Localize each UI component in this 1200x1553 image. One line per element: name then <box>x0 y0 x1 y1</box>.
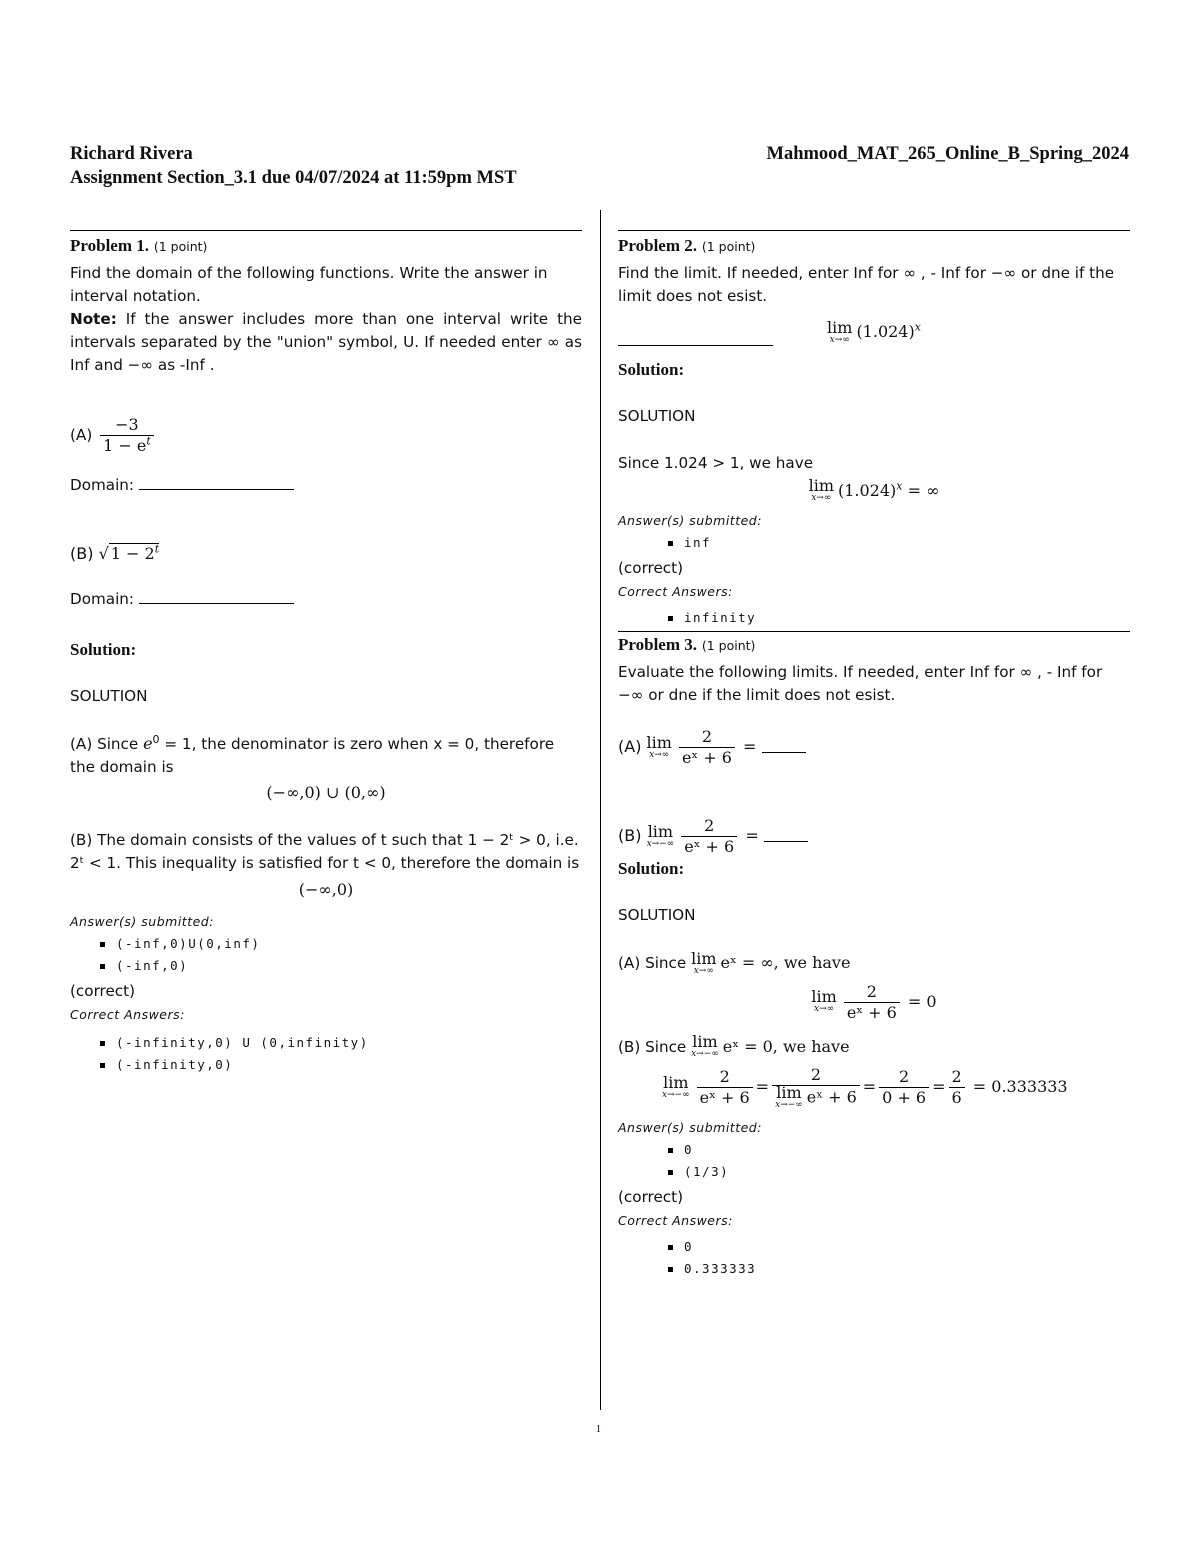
list-item: (-infinity,0) U (0,infinity) <box>116 1032 582 1054</box>
fraction-numerator: 2 <box>719 1067 730 1086</box>
domain-b-row <box>70 588 582 611</box>
list-item: 0 <box>684 1236 1130 1258</box>
answers-submitted-label: Answer(s) submitted: <box>618 513 762 528</box>
fraction-numerator: 2 <box>701 727 713 746</box>
solution-a-domain: (−∞,0) ∪ (0,∞) <box>266 783 386 802</box>
limit-result: = 0 <box>902 991 937 1011</box>
lim-word: lim <box>646 732 672 752</box>
solution-b-expression: lim x→−∞ $\frac{2}{\text{eˣ + 6}}$ = 2 lim x→−∞ eˣ + 6 = $\frac{2}{0 + 6}$ = $\frac{2}{6}$ = 0.333333 <box>662 1065 1068 1110</box>
solution-caps: SOLUTION <box>618 406 696 425</box>
solution-heading: Solution: <box>70 640 137 659</box>
problem-prompt: Evaluate the following limits. If needed, enter Inf for ∞ , - Inf for −∞ or dne if the limit does not esist. <box>618 663 1103 704</box>
fraction-denominator: eˣ + 6 <box>844 1002 900 1023</box>
correct-answers-label: Correct Answers: <box>618 1213 733 1228</box>
column-divider <box>600 210 601 1410</box>
solution-a <box>70 732 582 779</box>
answer-b-input[interactable] <box>764 832 808 842</box>
lim-subscript: x→∞ <box>693 965 714 976</box>
math-symbol: e <box>143 734 153 753</box>
page-number: 1 <box>596 1424 601 1435</box>
answers-submitted-label: Answer(s) submitted: <box>618 1120 762 1135</box>
fraction-denominator: eˣ + 6 <box>806 1087 857 1107</box>
correct-list <box>618 1236 1130 1280</box>
problem-2-heading <box>618 234 1130 258</box>
list-item: infinity <box>684 607 1130 629</box>
solution-expression <box>618 476 1130 504</box>
lim-subscript: x→∞ <box>811 493 832 503</box>
correct-answers-label: Correct Answers: <box>618 584 733 599</box>
lim-subscript: x→−∞ <box>775 1100 803 1110</box>
part-b-expression <box>618 816 1130 857</box>
lim-word: lim <box>691 948 717 968</box>
solution-b: (B) The domain consists of the values of t such that 1 − 2ᵗ > 0, i.e. 2ᵗ < 1. This inequality is satisfied for t < 0, therefore the domain is <box>70 831 580 872</box>
correct-status: (correct) <box>618 559 684 577</box>
fraction-denominator: 1 − e <box>103 436 147 455</box>
lim-word: lim <box>647 821 674 841</box>
problem-title: Problem 2. <box>618 236 698 255</box>
exponent: x <box>896 479 903 493</box>
part-label: (A) <box>618 737 642 756</box>
lim-subscript: x→−∞ <box>691 1049 719 1059</box>
list-item: (-inf,0)U(0,inf) <box>116 933 582 955</box>
fraction-numerator: 2 <box>899 1067 910 1086</box>
solution-text: (B) Since <box>618 1037 687 1056</box>
answer-a-input[interactable] <box>762 743 806 753</box>
solution-text: Since 1.024 > 1, we have <box>618 453 814 472</box>
lim-word: lim <box>776 1083 802 1102</box>
points: (1 point) <box>701 239 756 254</box>
student-name: Richard Rivera <box>70 144 193 164</box>
part-b-expression: (B) √ $1 - 2^t$ <box>70 542 160 563</box>
lim-subscript: x→∞ <box>814 1004 835 1014</box>
lim-word: lim <box>808 476 834 495</box>
lim-word: lim <box>827 317 853 337</box>
list-item: (1/3) <box>684 1161 1130 1183</box>
points: (1 point) <box>153 239 208 254</box>
right-column <box>618 230 1130 1280</box>
domain-label: Domain: <box>70 476 135 494</box>
part-label: (B) <box>70 544 94 563</box>
fraction-numerator: −3 <box>115 415 139 434</box>
domain-label: Domain: <box>70 590 135 608</box>
list-item: 0 <box>684 1139 1130 1161</box>
lim-word: lim <box>692 1032 718 1051</box>
lim-subscript: x→∞ <box>649 749 670 760</box>
note-label: Note: <box>70 310 117 328</box>
solution-heading: Solution: <box>618 859 685 878</box>
limit-body: (1.024) <box>837 480 897 500</box>
solution-b-domain: (−∞,0) <box>298 880 354 899</box>
equals: = <box>737 737 762 756</box>
problem-title: Problem 3. <box>618 635 698 654</box>
solution-a <box>618 948 1130 976</box>
solution-b <box>618 1032 1130 1060</box>
exponent: 0 <box>152 732 160 746</box>
correct-list <box>70 1032 582 1076</box>
problem-1 <box>70 230 582 1076</box>
solution-text: = 1, the denominator is zero when x = 0, therefore the domain is <box>70 735 555 776</box>
header-left <box>70 142 517 190</box>
fraction-numerator: 2 <box>866 981 877 1001</box>
fraction-denominator: eˣ + 6 <box>681 836 737 857</box>
limit-expression <box>618 317 1130 345</box>
solution-caps: SOLUTION <box>70 687 148 705</box>
divider <box>618 230 1130 231</box>
assignment-title: Assignment Section_3.1 due 04/07/2024 at 11:59pm MST <box>70 168 517 188</box>
problem-title: Problem 1. <box>70 236 150 255</box>
limit-result: = ∞ <box>902 480 940 500</box>
part-label: (B) <box>618 826 642 845</box>
lim-word: lim <box>811 987 837 1006</box>
fraction-denominator: eˣ + 6 <box>679 747 735 768</box>
solution-text: (A) Since <box>70 735 139 753</box>
list-item: 0.333333 <box>684 1258 1130 1280</box>
limit-result: = 0.333333 <box>967 1077 1068 1096</box>
answers-submitted-label: Answer(s) submitted: <box>70 914 214 929</box>
fraction-denominator: eˣ + 6 <box>697 1087 753 1108</box>
problem-prompt: Find the limit. If needed, enter Inf for ∞ , - Inf for −∞ or dne if the limit does not esist. <box>618 264 1115 305</box>
radicand: 1 − 2 <box>110 544 155 563</box>
correct-answers-label: Correct Answers: <box>70 1007 185 1022</box>
solution-heading: Solution: <box>618 359 685 379</box>
list-item: (-inf,0) <box>116 955 582 977</box>
fraction-denominator: 0 + 6 <box>879 1087 929 1108</box>
part-label: (A) <box>70 426 93 444</box>
problem-note <box>70 308 582 377</box>
lim-word: lim <box>663 1072 689 1092</box>
fraction-numerator: 2 <box>704 816 715 835</box>
divider <box>70 230 582 231</box>
domain-b-input[interactable] <box>139 590 294 604</box>
solution-text: (A) Since <box>618 954 687 972</box>
course-name: Mahmood_MAT_265_Online_B_Spring_2024 <box>766 144 1129 164</box>
part-a-expression <box>70 415 582 456</box>
answer-input[interactable] <box>618 345 773 346</box>
submitted-list <box>70 933 582 977</box>
fraction-numerator: 2 <box>810 1065 821 1084</box>
correct-list <box>618 607 1130 629</box>
note-text: If the answer includes more than one interval write the intervals separated by the "union" symbol, U. If needed enter ∞ as Inf and −∞ as -Inf . <box>70 310 583 374</box>
correct-status: (correct) <box>618 1188 684 1206</box>
submitted-list <box>618 532 1130 554</box>
problem-prompt: Find the domain of the following functions. Write the answer in interval notation. <box>70 264 548 305</box>
solution-a-expression <box>618 982 1130 1023</box>
solution-text: eˣ = ∞, we have <box>720 953 851 972</box>
domain-a-input[interactable] <box>139 476 294 490</box>
divider <box>618 631 1130 632</box>
fraction-numerator: 2 <box>951 1067 962 1086</box>
solution-caps: SOLUTION <box>618 906 696 924</box>
exponent: t <box>154 542 160 556</box>
fraction-denominator: 6 <box>949 1087 965 1108</box>
correct-status: (correct) <box>70 982 136 1000</box>
lim-subscript: x→∞ <box>829 334 850 345</box>
equals: = <box>740 826 764 845</box>
limit-body: (1.024) <box>856 322 915 341</box>
problem-3-heading <box>618 633 1130 657</box>
exponent: x <box>914 320 921 334</box>
part-a-expression <box>618 727 1130 768</box>
lim-subscript: x→−∞ <box>646 838 675 849</box>
lim-subscript: x→−∞ <box>662 1089 690 1100</box>
domain-a-row <box>70 474 582 497</box>
points: (1 point) <box>701 638 756 653</box>
list-item: (-infinity,0) <box>116 1054 582 1076</box>
solution-text: eˣ = 0, we have <box>722 1036 850 1056</box>
submitted-list <box>618 1139 1130 1183</box>
exponent: t <box>146 434 151 448</box>
list-item: inf <box>684 532 1130 554</box>
